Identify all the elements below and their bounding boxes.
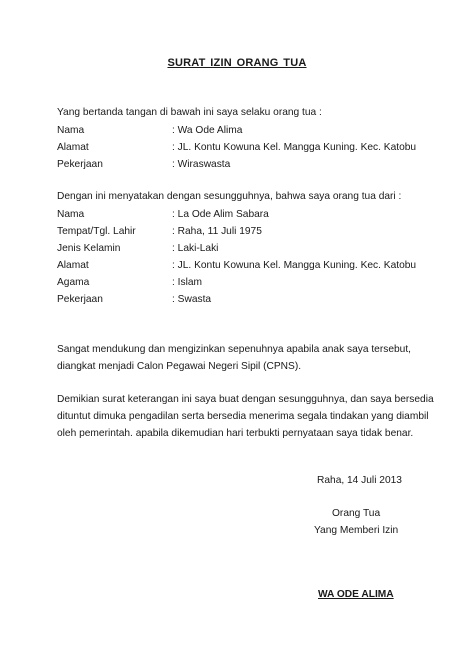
field-value: : La Ode Alim Sabara <box>172 209 269 220</box>
signatory-role: Yang Memberi Izin <box>314 525 399 536</box>
field-label: Pekerjaan <box>57 159 103 170</box>
field-value: : Laki-Laki <box>172 243 219 254</box>
field-label: Tempat/Tgl. Lahir <box>57 226 136 237</box>
field-label: Alamat <box>57 142 89 153</box>
intro-text: Yang bertanda tangan di bawah ini saya selaku orang tua : <box>57 107 322 118</box>
letter-title: SURAT IZIN ORANG TUA <box>167 57 307 69</box>
field-label: Agama <box>57 277 90 288</box>
place-date: Raha, 14 Juli 2013 <box>317 475 402 486</box>
child-birth-row <box>57 225 262 238</box>
signatory-name: WA ODE ALIMA <box>318 589 394 600</box>
field-value: : Wiraswasta <box>172 159 231 170</box>
child-name-row <box>57 208 269 221</box>
field-value: : Swasta <box>172 294 212 305</box>
parent-address-row <box>57 141 416 154</box>
field-label: Jenis Kelamin <box>57 243 121 254</box>
field-label: Pekerjaan <box>57 294 103 305</box>
support-line: diangkat menjadi Calon Pegawai Negeri Sipil (CPNS). <box>57 361 302 372</box>
statement-text: Dengan ini menyatakan dengan sesungguhnya, bahwa saya orang tua dari : <box>57 191 402 202</box>
field-label: Nama <box>57 125 85 136</box>
parent-name-row <box>57 124 242 137</box>
child-address-row <box>57 259 416 272</box>
field-label: Alamat <box>57 260 89 271</box>
closing-line: dituntut dimuka pengadilan serta bersedia menerima segala tindakan yang diambil <box>57 411 429 422</box>
child-occupation-row <box>57 293 211 306</box>
field-label: Nama <box>57 209 85 220</box>
field-value: : JL. Kontu Kowuna Kel. Mangga Kuning. Kec. Katobu <box>172 260 417 271</box>
child-gender-row <box>57 242 218 255</box>
closing-line: Demikian surat keterangan ini saya buat dengan sesungguhnya, dan saya bersedia <box>57 394 434 405</box>
support-line: Sangat mendukung dan mengizinkan sepenuhnya apabila anak saya tersebut, <box>57 344 411 355</box>
field-value: : Wa Ode Alima <box>172 125 243 136</box>
field-value: : Raha, 11 Juli 1975 <box>172 226 262 237</box>
parent-occupation-row <box>57 158 230 171</box>
child-religion-row <box>57 276 202 289</box>
signatory-role: Orang Tua <box>332 508 381 519</box>
closing-line: oleh pemerintah. apabila dikemudian hari terbukti pernyataan saya tidak benar. <box>57 428 414 439</box>
field-value: : JL. Kontu Kowuna Kel. Mangga Kuning. Kec. Katobu <box>172 142 417 153</box>
field-value: : Islam <box>172 277 203 288</box>
